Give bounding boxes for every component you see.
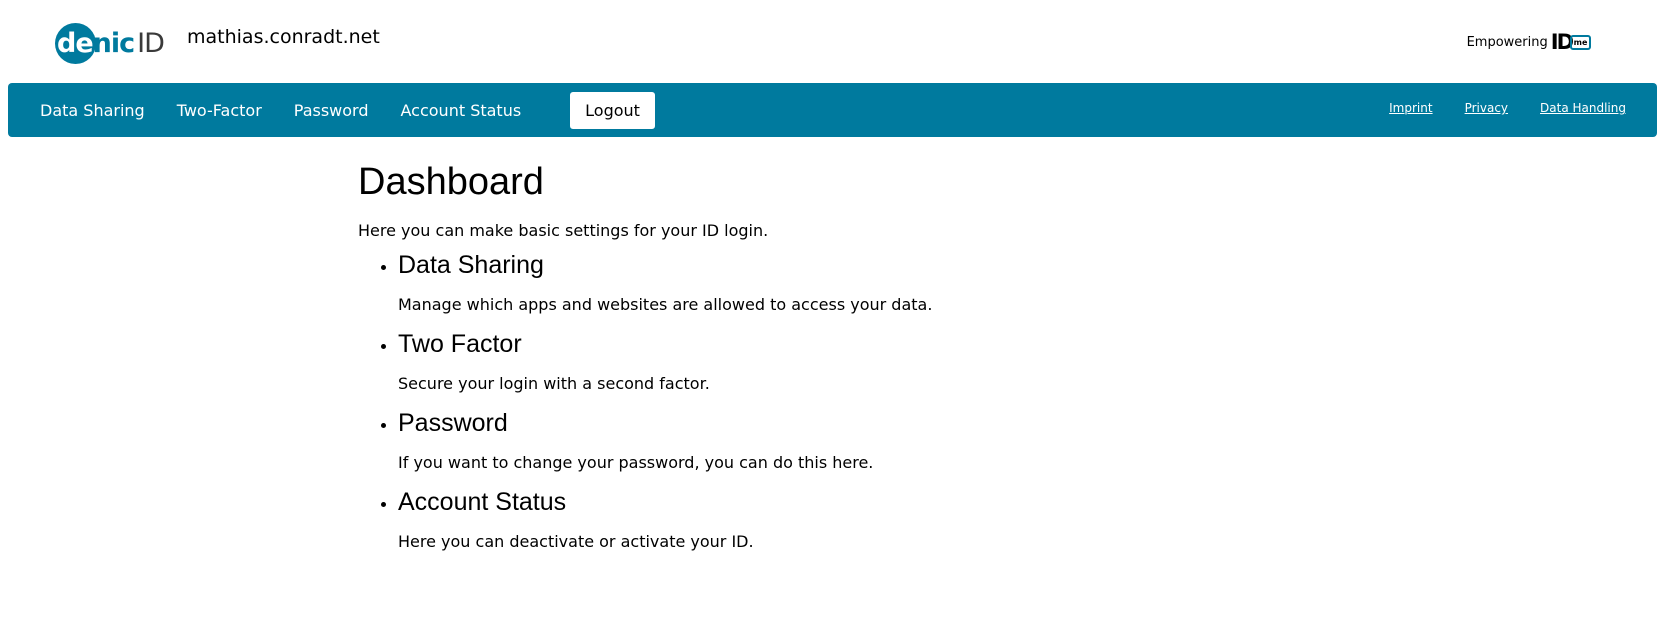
- nav-item-two-factor[interactable]: Two-Factor: [176, 100, 262, 120]
- section-description-account-status: Here you can deactivate or activate your ID.: [398, 532, 754, 551]
- nav-item-account-status[interactable]: Account Status: [400, 100, 522, 120]
- section-description-two-factor: Secure your login with a second factor.: [398, 374, 710, 393]
- nav-primary: [40, 83, 655, 137]
- logout-button[interactable]: Logout: [570, 92, 655, 129]
- section-title-two-factor[interactable]: Two Factor: [398, 330, 522, 358]
- section-title-account-status[interactable]: Account Status: [398, 488, 567, 516]
- settings-item-password: [398, 408, 1258, 473]
- main-navbar: [8, 83, 1657, 137]
- nav-secondary: [1357, 83, 1626, 133]
- settings-item-account-status: [398, 487, 1258, 552]
- empowering-id4me: [1467, 30, 1591, 54]
- data-handling-link[interactable]: Data Handling: [1540, 101, 1626, 115]
- section-title-password[interactable]: Password: [398, 409, 508, 437]
- section-description-data-sharing: Manage which apps and websites are allowed to access your data.: [398, 295, 933, 314]
- empowering-label: Empowering: [1466, 34, 1548, 50]
- imprint-link[interactable]: Imprint: [1389, 101, 1433, 115]
- page-header: [0, 0, 1665, 83]
- privacy-link[interactable]: Privacy: [1464, 101, 1509, 115]
- logo-wordmark: [57, 22, 164, 64]
- id4me-logo-me: me: [1570, 35, 1591, 50]
- logo-part-id: ID: [137, 27, 164, 59]
- nav-item-password[interactable]: Password: [293, 100, 369, 120]
- intro-text: Here you can make basic settings for your ID login.: [358, 221, 769, 240]
- settings-list: [358, 250, 1258, 552]
- section-title-data-sharing[interactable]: Data Sharing: [398, 251, 544, 279]
- site-name: mathias.conradt.net: [187, 26, 380, 48]
- dashboard-content: [358, 160, 1258, 566]
- id4me-logo[interactable]: [1551, 30, 1591, 54]
- settings-item-data-sharing: [398, 250, 1258, 315]
- logo-part-nic: nic: [92, 27, 135, 59]
- section-description-password: If you want to change your password, you can do this here.: [398, 453, 874, 472]
- nav-item-data-sharing[interactable]: Data Sharing: [40, 100, 145, 120]
- logo-part-de: de: [57, 27, 93, 59]
- page-title: Dashboard: [358, 161, 544, 203]
- id4me-logo-id: ID: [1550, 30, 1572, 54]
- settings-item-two-factor: [398, 329, 1258, 394]
- denic-id-logo[interactable]: [55, 22, 164, 64]
